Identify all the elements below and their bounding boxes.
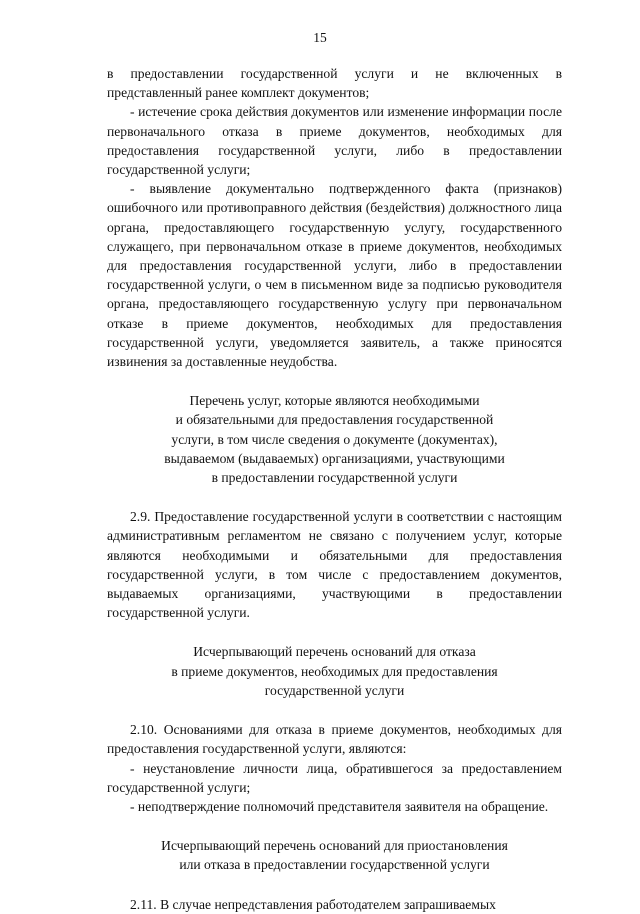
heading-line: в приеме документов, необходимых для предоставления [171,663,498,679]
paragraph-continuation: в предоставлении государственной услуги и не включенных в представленный ранее комплект документов; [107,66,562,101]
section-heading-required-services [107,391,562,487]
heading-line: Перечень услуг, которые являются необходимыми [189,393,480,409]
section-heading-suspension-grounds [107,836,562,874]
heading-line: Исчерпывающий перечень оснований для приостановления [161,838,508,854]
paragraph-erroneous-action: - выявление документально подтвержденного факта (признаков) ошибочного или противоправного действия (бездействия) должностного лица органа, предоставляющего государственную услугу, государственного служащего, при первоначальном отказе в приеме документов, необходимых для предоставления государственной услуги, либо в предоставлении государственной услуги, о чем в письменном виде за подписью руководителя органа, предоставляющего государственную услугу при первоначальном отказе в приеме документов, необходимых для предоставления государственной услуги, уведомляется заявитель, а также приносятся извинения за доставленные неудобства. [107,181,562,370]
spacer [107,371,562,391]
paragraph-2-9: 2.9. Предоставление государственной услуги в соответствии с настоящим административным регламентом не связано с получением услуг, которые являются необходимыми и обязательными для предоставления государственной услуги, в том числе с предоставлением документов, выдаваемых организациями, участвующими в предоставлении государственной услуги. [107,509,562,621]
document-body [107,64,562,914]
heading-line: выдаваемом (выдаваемых) организациями, участвующими [164,450,505,466]
section-heading-refusal-grounds [107,642,562,700]
spacer [107,622,562,642]
heading-line: государственной услуги [264,682,405,698]
heading-line: Исчерпывающий перечень оснований для отказа [193,644,476,660]
spacer [107,700,562,720]
heading-line: или отказа в предоставлении государственной услуги [179,857,490,873]
paragraph-2-10: 2.10. Основаниями для отказа в приеме документов, необходимых для предоставления государственной услуги, являются: [107,722,562,757]
paragraph-identity-not-established: - неустановление личности лица, обратившегося за предоставлением государственной услуги; [107,760,562,795]
spacer [107,875,562,895]
spacer [107,487,562,507]
paragraph-expiry-of-documents: - истечение срока действия документов или изменение информации после первоначального отказа в приеме документов, необходимых для предоставления государственной услуги, либо в предоставлении государственной услуги; [107,104,562,178]
spacer [107,816,562,836]
heading-line: услуги, в том числе сведения о документе (документах), [171,431,498,447]
heading-line: в предоставлении государственной услуги [211,470,458,486]
page-number: 15 [313,30,327,45]
paragraph-2-11: 2.11. В случае непредставления работодателем запрашиваемых [130,896,496,912]
paragraph-authority-not-confirmed: - неподтверждение полномочий представителя заявителя на обращение. [130,798,549,814]
heading-line: и обязательными для предоставления государственной [175,412,494,428]
